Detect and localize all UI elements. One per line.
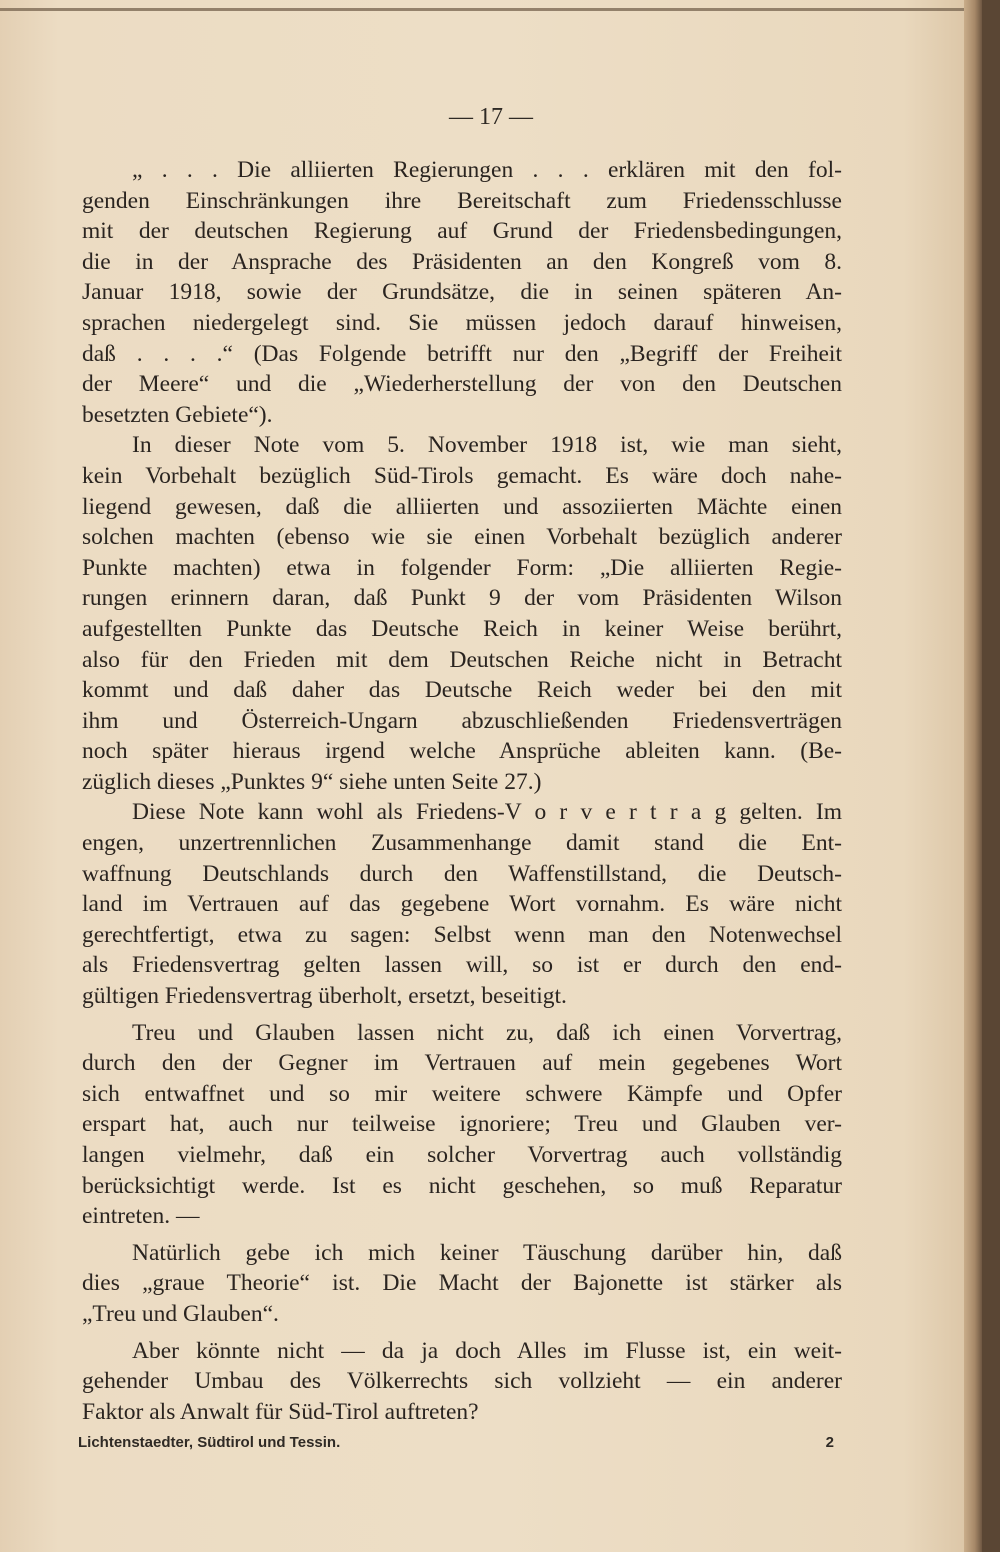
text-line: kommt und daß daher das Deutsche Reich weder bei den mit (82, 677, 842, 704)
footer-title: Lichtenstaedter, Südtirol und Tessin. (78, 1434, 341, 1451)
text-line: berücksichtigt werde. Ist es nicht geschehen, so muß Reparatur (82, 1172, 842, 1199)
text-line: land im Vertrauen auf das gegebene Wort vornahm. Es wäre nicht (82, 891, 842, 918)
text-line: der Meere“ und die „Wiederherstellung der von den Deutschen (82, 371, 842, 398)
text-line: solchen machten (ebenso wie sie einen Vorbehalt bezüglich anderer (82, 524, 842, 551)
text-line: „Treu und Glauben“. (82, 1300, 279, 1327)
text-line: aufgestellten Punkte das Deutsche Reich in keiner Weise berührt, (82, 615, 842, 642)
text-line: In dieser Note vom 5. November 1918 ist, wie man sieht, (132, 432, 842, 459)
text-line: rungen erinnern daran, daß Punkt 9 der vom Präsidenten Wilson (82, 585, 842, 612)
body-text (82, 155, 842, 1427)
text-line: gültigen Friedensvertrag überholt, ersetzt, beseitigt. (82, 983, 567, 1010)
text-line: erspart hat, auch nur teilweise ignoriere; Treu und Glauben ver- (82, 1111, 842, 1138)
footer (78, 1434, 838, 1451)
text-line: Punkte machten) etwa in folgender Form: „Die alliierten Regie- (82, 554, 842, 581)
paragraph (82, 1336, 842, 1428)
text-line: Treu und Glauben lassen nicht zu, daß ich einen Vorvertrag, (132, 1019, 842, 1046)
text-line: daß . . . .“ (Das Folgende betrifft nur den „Begriff der Freiheit (82, 340, 842, 367)
text-line: sprachen niedergelegt sind. Sie müssen jedoch darauf hinweisen, (82, 309, 842, 336)
text-line: ihm und Österreich-Ungarn abzuschließenden Friedensverträgen (82, 707, 842, 734)
text-line: „ . . . Die alliierten Regierungen . . . erklären mit den fol- (132, 157, 842, 183)
text-line: dies „graue Theorie“ ist. Die Macht der Bajonette ist stärker als (82, 1270, 842, 1297)
text-line: Natürlich gebe ich mich keiner Täuschung darüber hin, daß (132, 1239, 842, 1266)
text-line: Januar 1918, sowie der Grundsätze, die in seinen späteren An- (82, 279, 842, 306)
text-line: als Friedensvertrag gelten lassen will, so ist er durch den end- (82, 952, 842, 979)
text-line: gehender Umbau des Völkerrechts sich vollzieht — ein anderer (82, 1368, 842, 1395)
paragraph (82, 155, 842, 430)
text-line: besetzten Gebiete“). (82, 401, 273, 428)
text-line: Aber könnte nicht — da ja doch Alles im Flusse ist, ein weit- (132, 1337, 842, 1364)
text-line: die in der Ansprache des Präsidenten an den Kongreß vom 8. (82, 248, 842, 275)
text-line: eintreten. — (82, 1203, 200, 1230)
top-rule (0, 8, 982, 11)
text-line: genden Einschränkungen ihre Bereitschaft zum Friedensschlusse (82, 187, 842, 214)
text-line: waffnung Deutschlands durch den Waffenstillstand, die Deutsch- (82, 860, 842, 887)
text-line: Diese Note kann wohl als Friedens-V o r v e r t r a g gelten. Im (132, 799, 842, 826)
text-line: liegend gewesen, daß die alliierten und assoziierten Mächte einen (82, 493, 842, 520)
page-number: — 17 — (449, 104, 533, 130)
text-line: mit der deutschen Regierung auf Grund der Friedensbedingungen, (82, 218, 842, 245)
text-line: durch den der Gegner im Vertrauen auf mein gegebenes Wort (82, 1050, 842, 1077)
text-line: noch später hieraus irgend welche Ansprüche ableiten kann. (Be- (82, 738, 842, 765)
paragraph (82, 1018, 842, 1232)
text-line: kein Vorbehalt bezüglich Süd-Tirols gemacht. Es wäre doch nahe- (82, 462, 842, 489)
text-line: gerechtfertigt, etwa zu sagen: Selbst wenn man den Notenwechsel (82, 921, 842, 948)
text-line: langen vielmehr, daß ein solcher Vorvertrag auch vollständig (82, 1142, 842, 1168)
text-line: also für den Frieden mit dem Deutschen Reiche nicht in Betracht (82, 646, 842, 673)
page-edge (964, 0, 982, 1552)
paragraph (82, 430, 842, 797)
paragraph (82, 1238, 842, 1330)
paragraph (82, 797, 842, 1011)
text-line: sich entwaffnet und so mir weitere schwere Kämpfe und Opfer (82, 1080, 842, 1107)
text-line: züglich dieses „Punktes 9“ siehe unten Seite 27.) (82, 768, 542, 795)
text-line: Faktor als Anwalt für Süd-Tirol auftreten? (82, 1398, 479, 1425)
text-line: engen, unzertrennlichen Zusammenhange damit stand die Ent- (82, 830, 842, 857)
signature-mark: 2 (825, 1434, 834, 1451)
